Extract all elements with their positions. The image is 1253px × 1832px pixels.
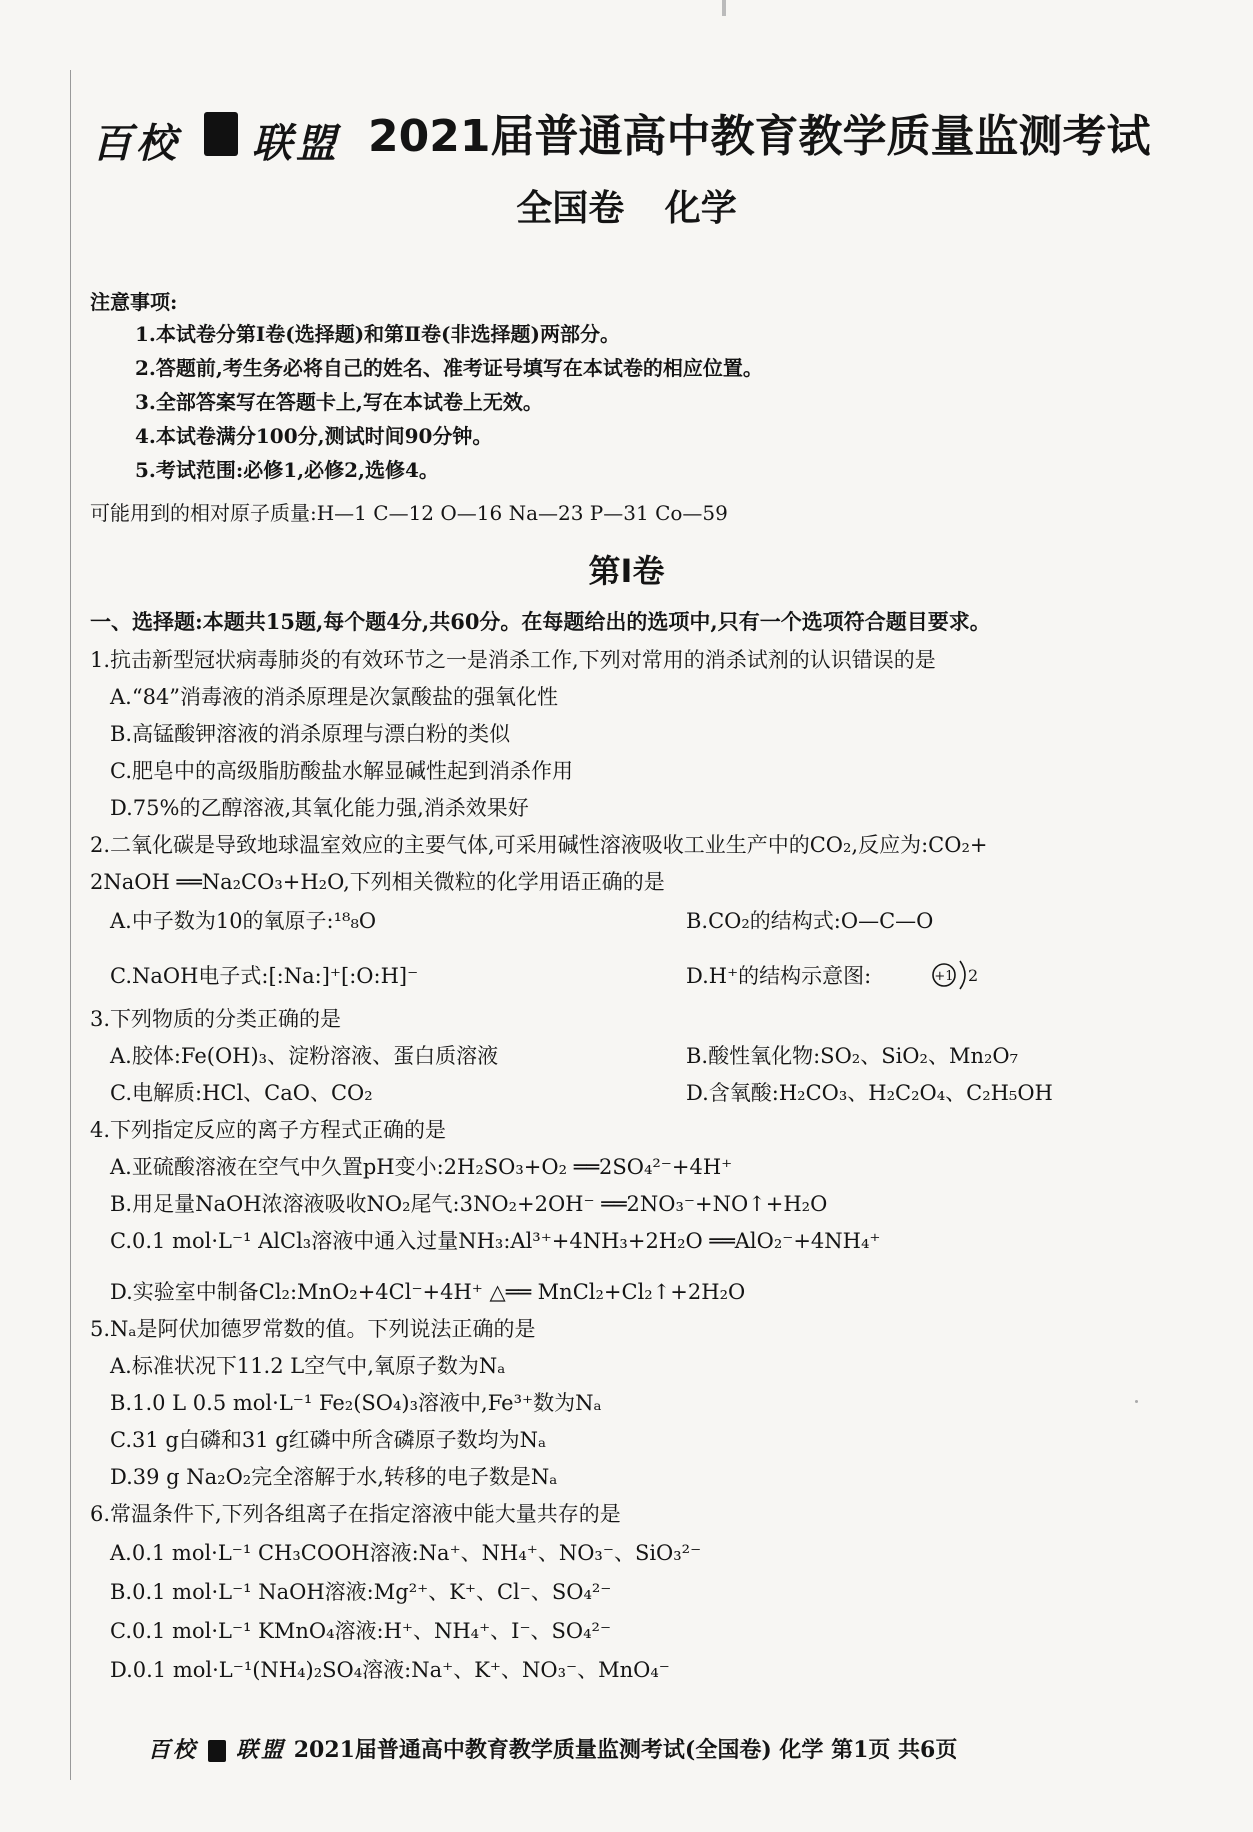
question-1-stem: 1.抗击新型冠状病毒肺炎的有效环节之一是消杀工作,下列对常用的消杀试剂的认识错误的是 [90, 648, 936, 672]
question-5-option-d: D.39 g Na₂O₂完全溶解于水,转移的电子数是Nₐ [110, 1465, 558, 1489]
exam-title: 2021届普通高中教育教学质量监测考试 [368, 111, 1151, 162]
notice-item-2: 2.答题前,考生务必将自己的姓名、准考证号填写在本试卷的相应位置。 [135, 356, 763, 380]
question-4-option-b: B.用足量NaOH浓溶液吸收NO₂尾气:3NO₂+2OH⁻ ══2NO₃⁻+NO↑+H₂O [110, 1192, 828, 1216]
question-4-option-d: D.实验室中制备Cl₂:MnO₂+4Cl⁻+4H⁺ △══ MnCl₂+Cl₂↑+2H₂O [110, 1280, 746, 1304]
question-2-option-a: A.中子数为10的氧原子:¹⁸₈O [110, 909, 377, 933]
footer-text: 2021届普通高中教育教学质量监测考试(全国卷) 化学 第1页 共6页 [293, 1737, 958, 1763]
question-5-option-b: B.1.0 L 0.5 mol·L⁻¹ Fe₂(SO₄)₃溶液中,Fe³⁺数为Nₐ [110, 1391, 602, 1415]
scan-mark [722, 0, 726, 16]
question-2-option-b: B.CO₂的结构式:O—C—O [686, 909, 934, 933]
question-2-stem-cont: 2NaOH ══Na₂CO₃+H₂O,下列相关微粒的化学用语正确的是 [90, 870, 665, 894]
exam-header [92, 100, 1202, 166]
question-4-option-c: C.0.1 mol·L⁻¹ AlCl₃溶液中通入过量NH₃:Al³⁺+4NH₃+2H₂O ══AlO₂⁻+4NH₄⁺ [110, 1229, 881, 1253]
question-2-option-c: C.NaOH电子式:[:Na:]⁺[:O:H]⁻ [110, 964, 419, 988]
question-4-stem: 4.下列指定反应的离子方程式正确的是 [90, 1118, 447, 1142]
atomic-masses: 可能用到的相对原子质量:H—1 C—12 O—16 Na—23 P—31 Co—59 [90, 501, 728, 525]
notice-item-4: 4.本试卷满分100分,测试时间90分钟。 [135, 424, 493, 448]
question-3-option-b: B.酸性氧化物:SO₂、SiO₂、Mn₂O₇ [686, 1044, 1019, 1068]
question-3-stem: 3.下列物质的分类正确的是 [90, 1007, 342, 1031]
question-1-option-b: B.高锰酸钾溶液的消杀原理与漂白粉的类似 [110, 722, 511, 746]
brand-left: 百校 [92, 120, 180, 167]
question-1-option-a: A.“84”消毒液的消杀原理是次氯酸盐的强氧化性 [110, 685, 559, 709]
footer-brand-right: 联盟 [236, 1737, 287, 1763]
atom-core-charge: +1 [934, 969, 954, 984]
atom-shell-arc [960, 961, 965, 989]
notice-item-1: 1.本试卷分第Ⅰ卷(选择题)和第Ⅱ卷(非选择题)两部分。 [135, 322, 620, 346]
question-5-option-c: C.31 g白磷和31 g红磷中所含磷原子数均为Nₐ [110, 1428, 547, 1452]
question-6-option-b: B.0.1 mol·L⁻¹ NaOH溶液:Mg²⁺、K⁺、Cl⁻、SO₄²⁻ [110, 1580, 612, 1604]
part-title: 第Ⅰ卷 [588, 552, 665, 590]
question-2-stem: 2.二氧化碳是导致地球温室效应的主要气体,可采用碱性溶液吸收工业生产中的CO₂,反应为:CO₂+ [90, 833, 988, 857]
scan-dot [1135, 1400, 1138, 1403]
question-1-option-c: C.肥皂中的高级脂肪酸盐水解显碱性起到消杀作用 [110, 759, 573, 783]
notice-heading: 注意事项: [90, 290, 178, 314]
question-6-option-c: C.0.1 mol·L⁻¹ KMnO₄溶液:H⁺、NH₄⁺、I⁻、SO₄²⁻ [110, 1619, 612, 1643]
question-1-option-d: D.75%的乙醇溶液,其氧化能力强,消杀效果好 [110, 796, 529, 820]
question-4-option-a: A.亚硫酸溶液在空气中久置pH变小:2H₂SO₃+O₂ ══2SO₄²⁻+4H⁺ [110, 1155, 733, 1179]
margin-line [70, 70, 71, 1780]
question-5-option-a: A.标准状况下11.2 L空气中,氧原子数为Nₐ [110, 1354, 506, 1378]
question-3-option-a: A.胶体:Fe(OH)₃、淀粉溶液、蛋白质溶液 [110, 1044, 499, 1068]
atom-structure-icon [932, 957, 980, 993]
question-3-option-d: D.含氧酸:H₂CO₃、H₂C₂O₄、C₂H₅OH [686, 1081, 1053, 1105]
question-3-option-c: C.电解质:HCl、CaO、CO₂ [110, 1081, 373, 1105]
footer-brand-left: 百校 [148, 1737, 199, 1763]
question-6-option-d: D.0.1 mol·L⁻¹(NH₄)₂SO₄溶液:Na⁺、K⁺、NO₃⁻、MnO₄⁻ [110, 1658, 670, 1682]
question-2-option-d: D.H⁺的结构示意图: [686, 964, 872, 988]
atom-shell-electrons: 2 [968, 966, 979, 985]
question-5-stem: 5.Nₐ是阿伏加德罗常数的值。下列说法正确的是 [90, 1317, 536, 1341]
question-6-option-a: A.0.1 mol·L⁻¹ CH₃COOH溶液:Na⁺、NH₄⁺、NO₃⁻、SiO₃²⁻ [110, 1541, 702, 1565]
question-6-stem: 6.常温条件下,下列各组离子在指定溶液中能大量共存的是 [90, 1502, 621, 1526]
brand-seal-icon [204, 112, 238, 156]
page-footer [148, 1733, 957, 1764]
notice-item-5: 5.考试范围:必修1,必修2,选修4。 [135, 458, 439, 482]
notice-item-3: 3.全部答案写在答题卡上,写在本试卷上无效。 [135, 390, 543, 414]
section-intro: 一、选择题:本题共15题,每个题4分,共60分。在每题给出的选项中,只有一个选项符合题目要求。 [90, 609, 991, 634]
exam-subtitle: 全国卷 化学 [516, 188, 737, 229]
brand-right: 联盟 [252, 120, 340, 167]
footer-seal-icon [208, 1740, 226, 1762]
